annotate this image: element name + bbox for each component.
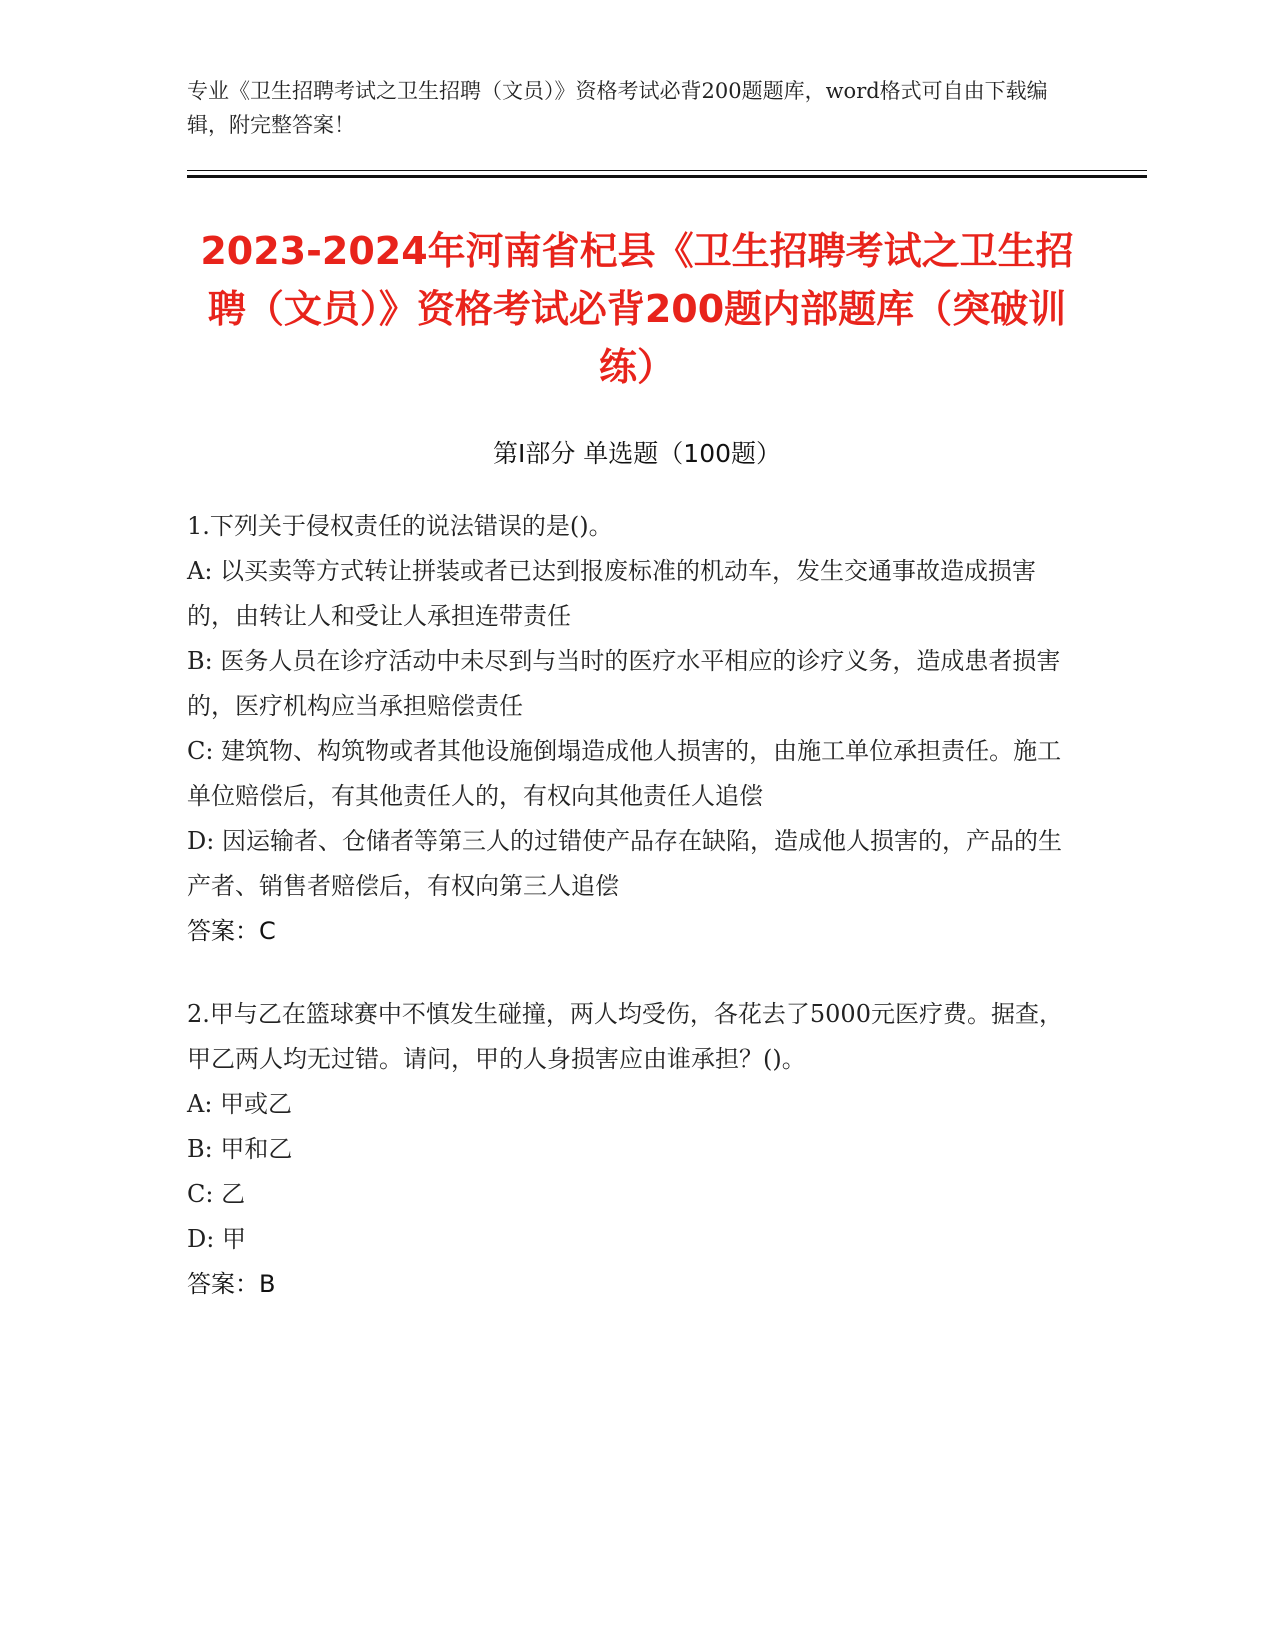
header-note: 专业《卫生招聘考试之卫生招聘（文员）》资格考试必背200题题库，word格式可自由下载编辑，附完整答案！ [187, 79, 1048, 137]
option-c: C: 建筑物、构筑物或者其他设施倒塌造成他人损害的，由施工单位承担责任。施工单位赔偿后，有其他责任人的，有权向其他责任人追偿 [187, 737, 1062, 810]
option-b: B: 医务人员在诊疗活动中未尽到与当时的医疗水平相应的诊疗义务，造成患者损害的，医疗机构应当承担赔偿责任 [187, 647, 1061, 720]
question-stem: 1.下列关于侵权责任的说法错误的是()。 [187, 512, 613, 540]
option-a: A: 甲或乙 [187, 1090, 293, 1118]
question-1 [187, 504, 1067, 954]
option-c: C: 乙 [187, 1180, 246, 1208]
section-title: 第Ⅰ部分 单选题（100题） [492, 439, 782, 468]
header-divider-thick [187, 175, 1147, 178]
option-d: D: 因运输者、仓储者等第三人的过错使产品存在缺陷，造成他人损害的，产品的生产者、销售者赔偿后，有权向第三人追偿 [187, 827, 1062, 900]
document-title: 2023-2024年河南省杞县《卫生招聘考试之卫生招聘（文员）》资格考试必背200题内部题库（突破训练） [200, 229, 1074, 389]
option-d: D: 甲 [187, 1225, 246, 1253]
answer: 答案：C [187, 917, 276, 945]
option-a: A: 以买卖等方式转让拼装或者已达到报废标准的机动车，发生交通事故造成损害的，由转让人和受让人承担连带责任 [187, 557, 1037, 630]
question-stem: 2.甲与乙在篮球赛中不慎发生碰撞，两人均受伤，各花去了5000元医疗费。据查，甲乙两人均无过错。请问，甲的人身损害应由谁承担？()。 [187, 1000, 1063, 1073]
header-divider-thin [187, 170, 1147, 171]
question-2 [187, 992, 1067, 1307]
option-b: B: 甲和乙 [187, 1135, 293, 1163]
answer: 答案：B [187, 1270, 276, 1298]
